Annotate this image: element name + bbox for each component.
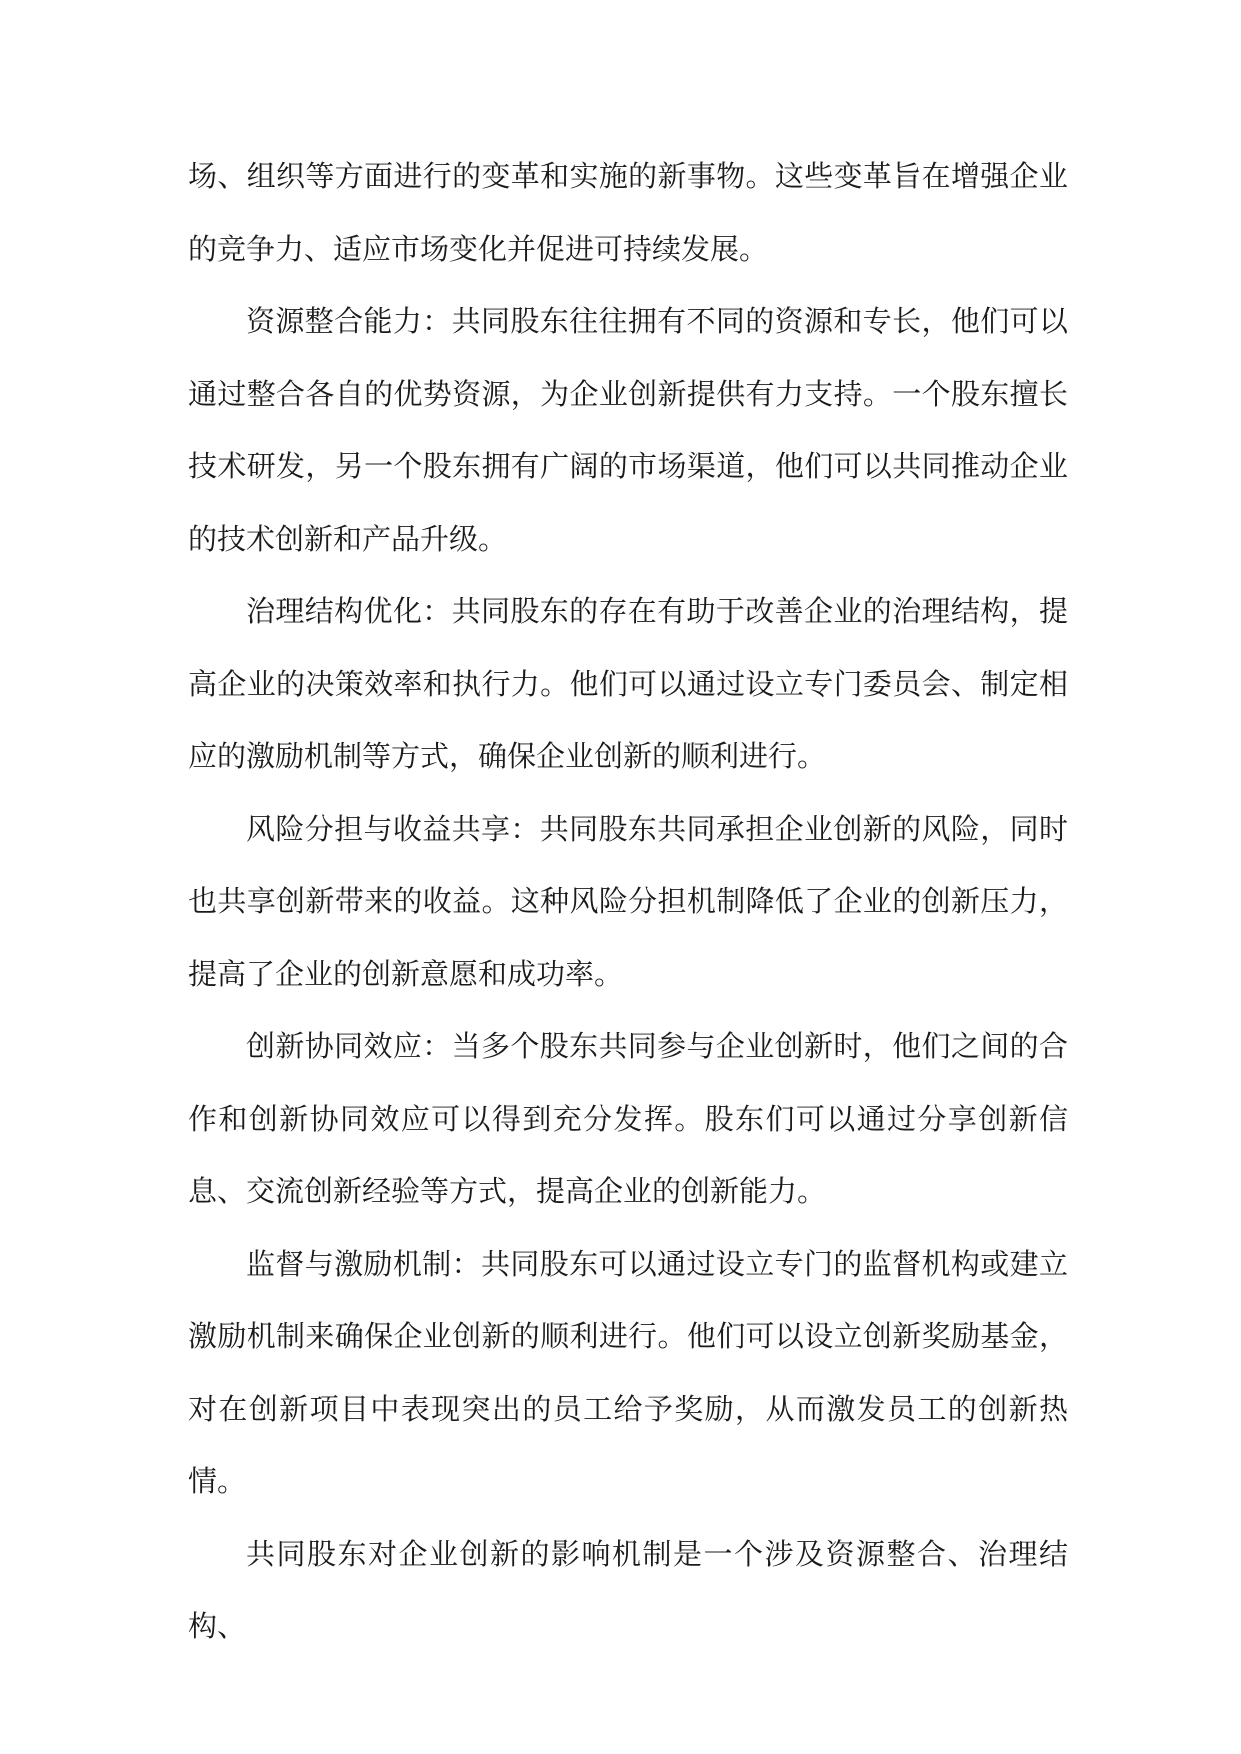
paragraph-supervision-incentive: 监督与激励机制：共同股东可以通过设立专门的监督机构或建立激励机制来确保企业创新的顺利进行。他们可以设立创新奖励基金，对在创新项目中表现突出的员工给予奖励，从而激发员工的创新热情。 bbox=[188, 1246, 1068, 1498]
document-body bbox=[188, 140, 1068, 1663]
paragraph-innovation-synergy: 创新协同效应：当多个股东共同参与企业创新时，他们之间的合作和创新协同效应可以得到充分发挥。股东们可以通过分享创新信息、交流创新经验等方式，提高企业的创新能力。 bbox=[188, 1029, 1068, 1208]
paragraph-risk-sharing: 风险分担与收益共享：共同股东共同承担企业创新的风险，同时也共享创新带来的收益。这种风险分担机制降低了企业的创新压力，提高了企业的创新意愿和成功率。 bbox=[188, 811, 1068, 991]
paragraph-governance-optimization: 治理结构优化：共同股东的存在有助于改善企业的治理结构，提高企业的决策效率和执行力。他们可以通过设立专门委员会、制定相应的激励机制等方式，确保企业创新的顺利进行。 bbox=[188, 594, 1068, 773]
paragraph-resource-integration: 资源整合能力：共同股东往往拥有不同的资源和专长，他们可以通过整合各自的优势资源，为企业创新提供有力支持。一个股东擅长技术研发，另一个股东拥有广阔的市场渠道，他们可以共同推动企业的技术创新和产品升级。 bbox=[188, 304, 1068, 556]
paragraph-summary: 共同股东对企业创新的影响机制是一个涉及资源整合、治理结构、 bbox=[188, 1536, 1068, 1643]
paragraph-continuation: 场、组织等方面进行的变革和实施的新事物。这些变革旨在增强企业的竞争力、适应市场变化并促进可持续发展。 bbox=[188, 159, 1068, 266]
